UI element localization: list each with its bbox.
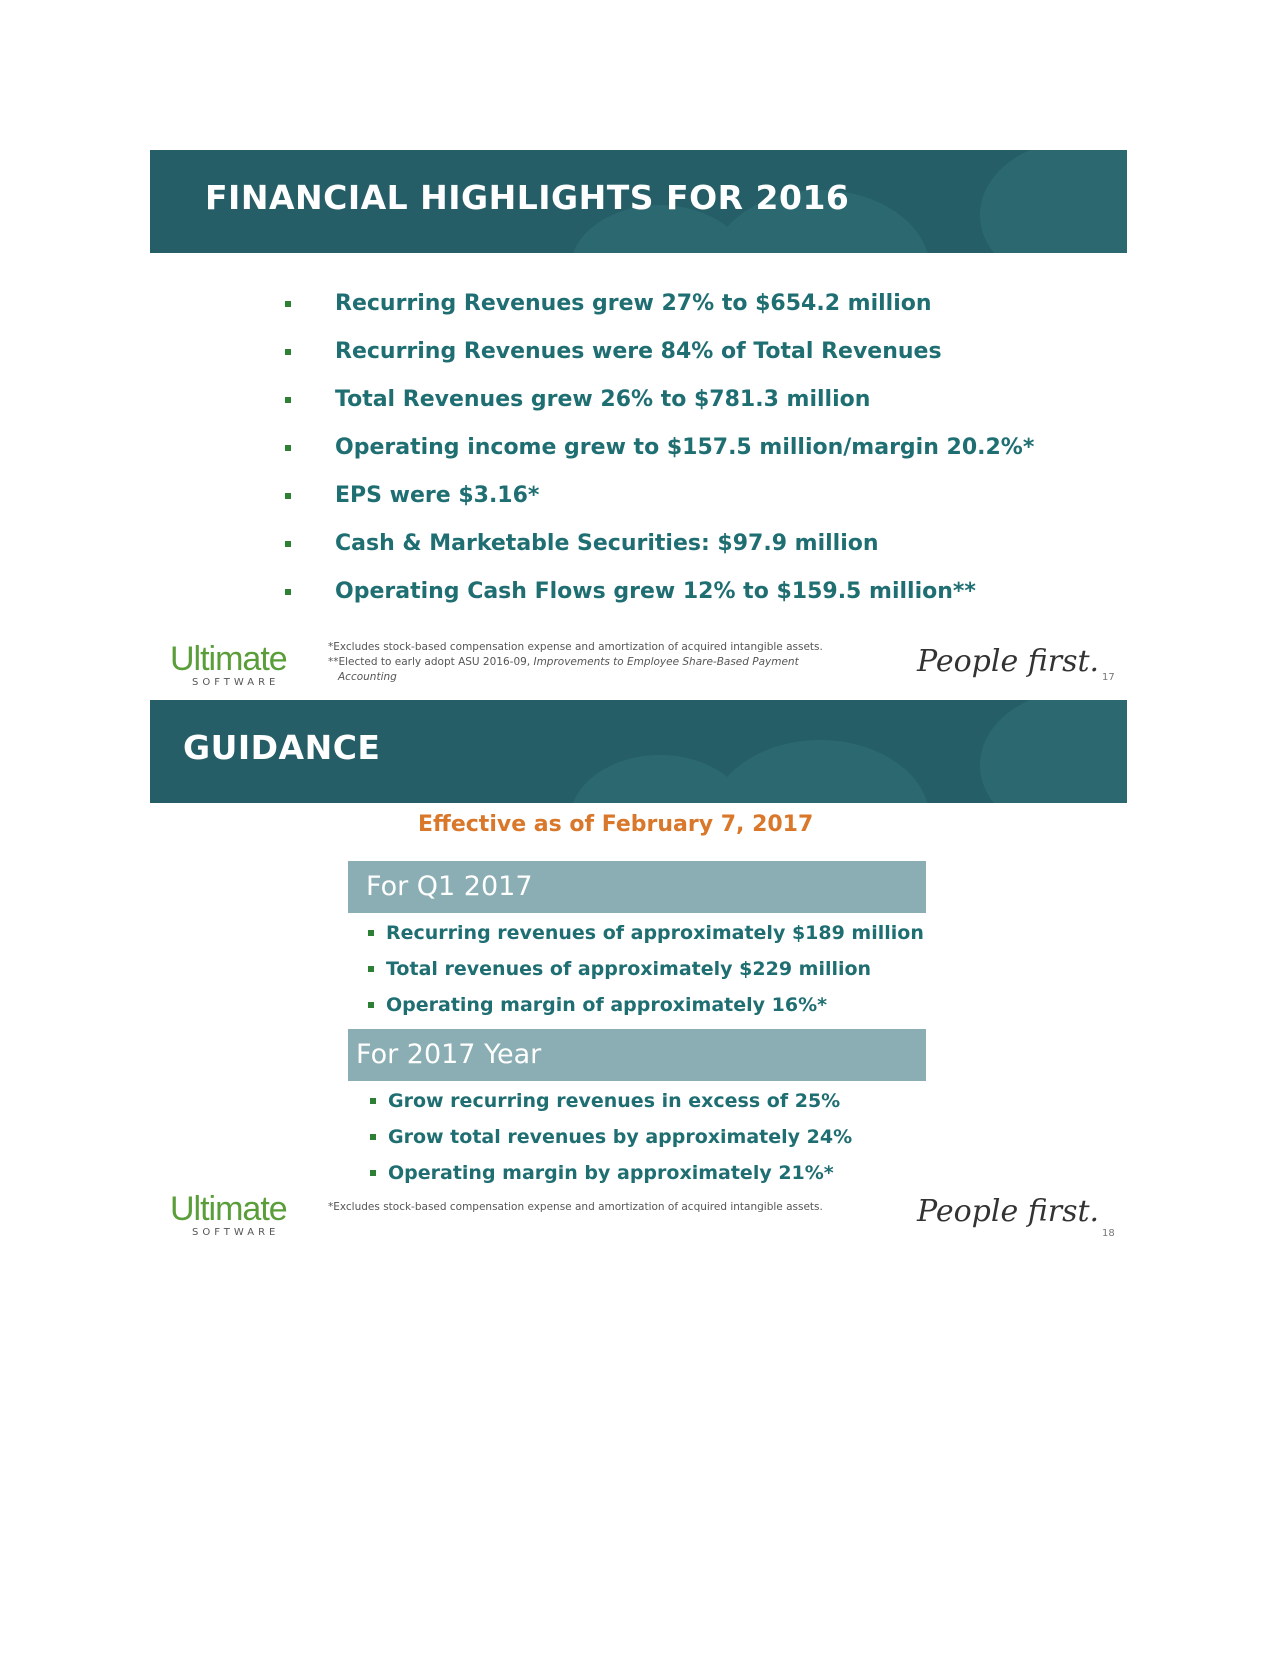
bullet-icon xyxy=(370,1170,376,1176)
bullet-icon xyxy=(285,589,291,595)
bullet-icon xyxy=(285,301,291,307)
ultimate-software-logo: Ultimate SOFTWARE xyxy=(170,640,287,688)
bullet-icon xyxy=(368,1002,374,1008)
slide-guidance: GUIDANCE Effective as of February 7, 2017 For Q1 2017 Recurring revenues of approximately $189 million Total revenues of approximately $229 million Operating margin of approximately 16%* For 2017 Year Grow recurring revenues in excess of 25% Grow total revenues by approximately 24% Operating margin by approximately 21%* Ultimate SOFTWARE *Excludes stock-based compensation expense and amortization of acquired intangible assets. People first. 18 xyxy=(150,700,1127,1245)
page-number: 18 xyxy=(1102,1228,1115,1239)
tagline: People first. xyxy=(917,644,1100,679)
q1-heading-box xyxy=(348,861,926,913)
bullet-icon xyxy=(370,1098,376,1104)
q1-heading: For Q1 2017 xyxy=(366,871,533,902)
cloud-decoration xyxy=(980,150,1127,253)
cloud-decoration xyxy=(710,740,930,803)
effective-date: Effective as of February 7, 2017 xyxy=(418,812,814,837)
bullet-icon xyxy=(285,541,291,547)
bullet-icon xyxy=(368,930,374,936)
year-heading-box xyxy=(348,1029,926,1081)
slide-financial-highlights: FINANCIAL HIGHLIGHTS FOR 2016 Recurring Revenues grew 27% to $654.2 million Recurring Revenues were 84% of Total Revenues Total Revenues grew 26% to $781.3 million Operating income grew to $157.5 million/margin 20.2%* EPS were $3.16* Cash & Marketable Securities: $97.9 million Operating Cash Flows grew 12% to $159.5 million** Ultimate SOFTWARE *Excludes stock-based compensation expense and amortization of acquired intangible assets. **Elected to early adopt ASU 2016-09, Improvements to Employee Share-Based Payment Accounting People first. 17 xyxy=(150,150,1127,695)
slide-banner xyxy=(150,150,1127,253)
bullet-icon xyxy=(285,349,291,355)
footnote: *Excludes stock-based compensation expense and amortization of acquired intangible assets. xyxy=(328,1201,823,1213)
slide-title: FINANCIAL HIGHLIGHTS FOR 2016 xyxy=(205,178,850,217)
footnote: *Excludes stock-based compensation expense and amortization of acquired intangible assets. **Elected to early adopt ASU 2016-09, Improvements to Employee Share-Based Payment Accounting xyxy=(328,641,823,683)
bullet-icon xyxy=(285,445,291,451)
year-heading: For 2017 Year xyxy=(356,1039,542,1070)
bullet-icon xyxy=(370,1134,376,1140)
slide-title: GUIDANCE xyxy=(183,728,381,767)
bullet-icon xyxy=(368,966,374,972)
bullet-icon xyxy=(285,493,291,499)
slide-banner xyxy=(150,700,1127,803)
tagline: People first. xyxy=(917,1194,1100,1229)
ultimate-software-logo: Ultimate SOFTWARE xyxy=(170,1190,287,1238)
page-number: 17 xyxy=(1102,672,1115,683)
cloud-decoration xyxy=(980,700,1127,803)
bullet-icon xyxy=(285,397,291,403)
